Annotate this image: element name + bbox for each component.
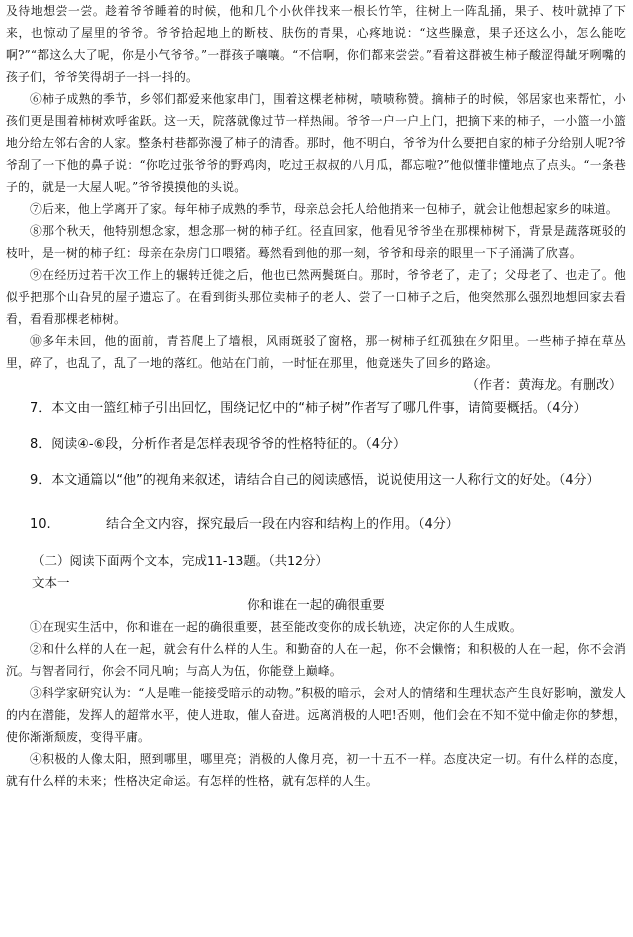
article-paragraph-7: ⑦后来，他上学离开了家。每年柿子成熟的季节，母亲总会托人给他捎来一包柿子，就会让他想起家乡的味道。 xyxy=(30,202,618,216)
answer-space xyxy=(6,536,626,550)
text-one-title: 你和谁在一起的确很重要 xyxy=(247,597,385,612)
article-attribution: （作者：黄海龙。有删改） xyxy=(465,378,622,393)
article-paragraph-10: ⑩多年未回，他的面前，青苔爬上了墙根，风雨斑驳了窗格，那一树柿子红孤独在夕阳里。一些柿子掉在草丛里，碎了，也乱了，乱了一地的落红。他站在门前，一时怔在那里，他竟迷失了回乡的路途。 xyxy=(6,334,626,370)
question-8: 8．阅读④-⑥段，分析作者是怎样表现爷爷的性格特征的。（4分） xyxy=(30,437,407,452)
text-one-paragraph-3: ③科学家研究认为：“人是唯一能接受暗示的动物。”积极的暗示，会对人的情绪和生理状态产生良好影响，激发人的内在潜能，发挥人的超常水平，使人进取，催人奋进。远离消极的人吧!否则，他们会在不知不觉中偷走你的梦想，使你渐渐颓废，变得平庸。 xyxy=(6,686,626,744)
text-one-paragraph-1: ①在现实生活中，你和谁在一起的确很重要，甚至能改变你的成长轨迹，决定你的人生成败。 xyxy=(30,620,522,634)
text-one-label: 文本一 xyxy=(32,575,70,590)
question-10 xyxy=(6,514,626,536)
section-2-heading: （二）阅读下面两个文本，完成11-13题。（共12分） xyxy=(32,553,328,568)
article-paragraph-5-continued: 及待地想尝一尝。趁着爷爷睡着的时候，他和几个小伙伴找来一根长竹竿，往树上一阵乱捅，果子、枝叶就掉了下来，也惊动了屋里的爷爷。爷爷拾起地上的断枝、肤伤的青果，心疼地说：“这些臊意，果子还这么小，怎么能吃啊?”“都这么大了呢，你是小气爷爷。”一群孩子嚷嚷。“不信啊，你们都来尝尝。”看着这群被生柿子酸涩得龇牙咧嘴的孩子们，爷爷笑得胡子一抖一抖的。 xyxy=(6,4,626,84)
article-paragraph-8: ⑧那个秋天，他特别想念家，想念那一树的柿子红。径直回家，他看见爷爷坐在那棵柿树下，背景是蔬落斑驳的枝叶，是一树的柿子红：母亲在杂房门口喂猪。蓦然看到他的那一刻，爷爷和母亲的眼里一下子涌满了欣喜。 xyxy=(6,224,626,260)
answer-space xyxy=(6,492,626,514)
document-page xyxy=(6,0,626,792)
question-10-number: 10. xyxy=(30,517,51,532)
answer-space xyxy=(6,420,626,434)
text-one-paragraph-2: ②和什么样的人在一起，就会有什么样的人生。和勤奋的人在一起，你不会懒惰；和积极的人在一起，你不会消沉。与智者同行，你会不同凡响；与高人为伍，你能登上巅峰。 xyxy=(6,642,626,678)
text-one-paragraph-4: ④积极的人像太阳，照到哪里，哪里亮；消极的人像月亮，初一十五不一样。态度决定一切。有什么样的态度，就有什么样的未来；性格决定命运。有怎样的性格，就有怎样的人生。 xyxy=(6,752,626,788)
question-9: 9．本文通篇以“他”的视角来叙述，请结合自己的阅读感悟，说说使用这一人称行文的好处。（4分） xyxy=(30,473,600,488)
article-paragraph-6: ⑥柿子成熟的季节，乡邻们都爱来他家串门，围着这棵老柿树，啧啧称赞。摘柿子的时候，邻居家也来帮忙，小孩们更是围着柿树欢呼雀跃。这一天，院落就像过节一样热闹。爷爷一户一户上门，把摘下来的柿子，一小篮一小篮地分给左邻右舍的人家。整条村巷都弥漫了柿子的清香。那时，他不明白，爷爷为什么要把自家的柿子分给别人呢?爷爷刮了一下他的鼻子说：“你吃过张爷爷的野鸡肉，吃过王叔叔的八月瓜，都忘啦?”他似懂非懂地点了点头。“一条巷子的，就是一大屋人呢。”爷爷摸摸他的头说。 xyxy=(6,92,626,194)
article-paragraph-9: ⑨在经历过若干次工作上的辗转迁徙之后，他也已然两鬓斑白。那时，爷爷老了，走了；父母老了、也走了。他似乎把那个山旮旯的屋子遗忘了。在看到街头那位卖柿子的老人、尝了一口柿子之后，他突然那么强烈地想回家去看看，看看那棵老柿树。 xyxy=(6,268,626,326)
answer-space xyxy=(6,456,626,470)
question-10-text: 结合全文内容，探究最后一段在内容和结构上的作用。（4分） xyxy=(106,517,459,532)
question-7: 7．本文由一篮红柿子引出回忆，围绕记忆中的“柿子树”作者写了哪几件事，请简要概括。（4分） xyxy=(30,401,587,416)
